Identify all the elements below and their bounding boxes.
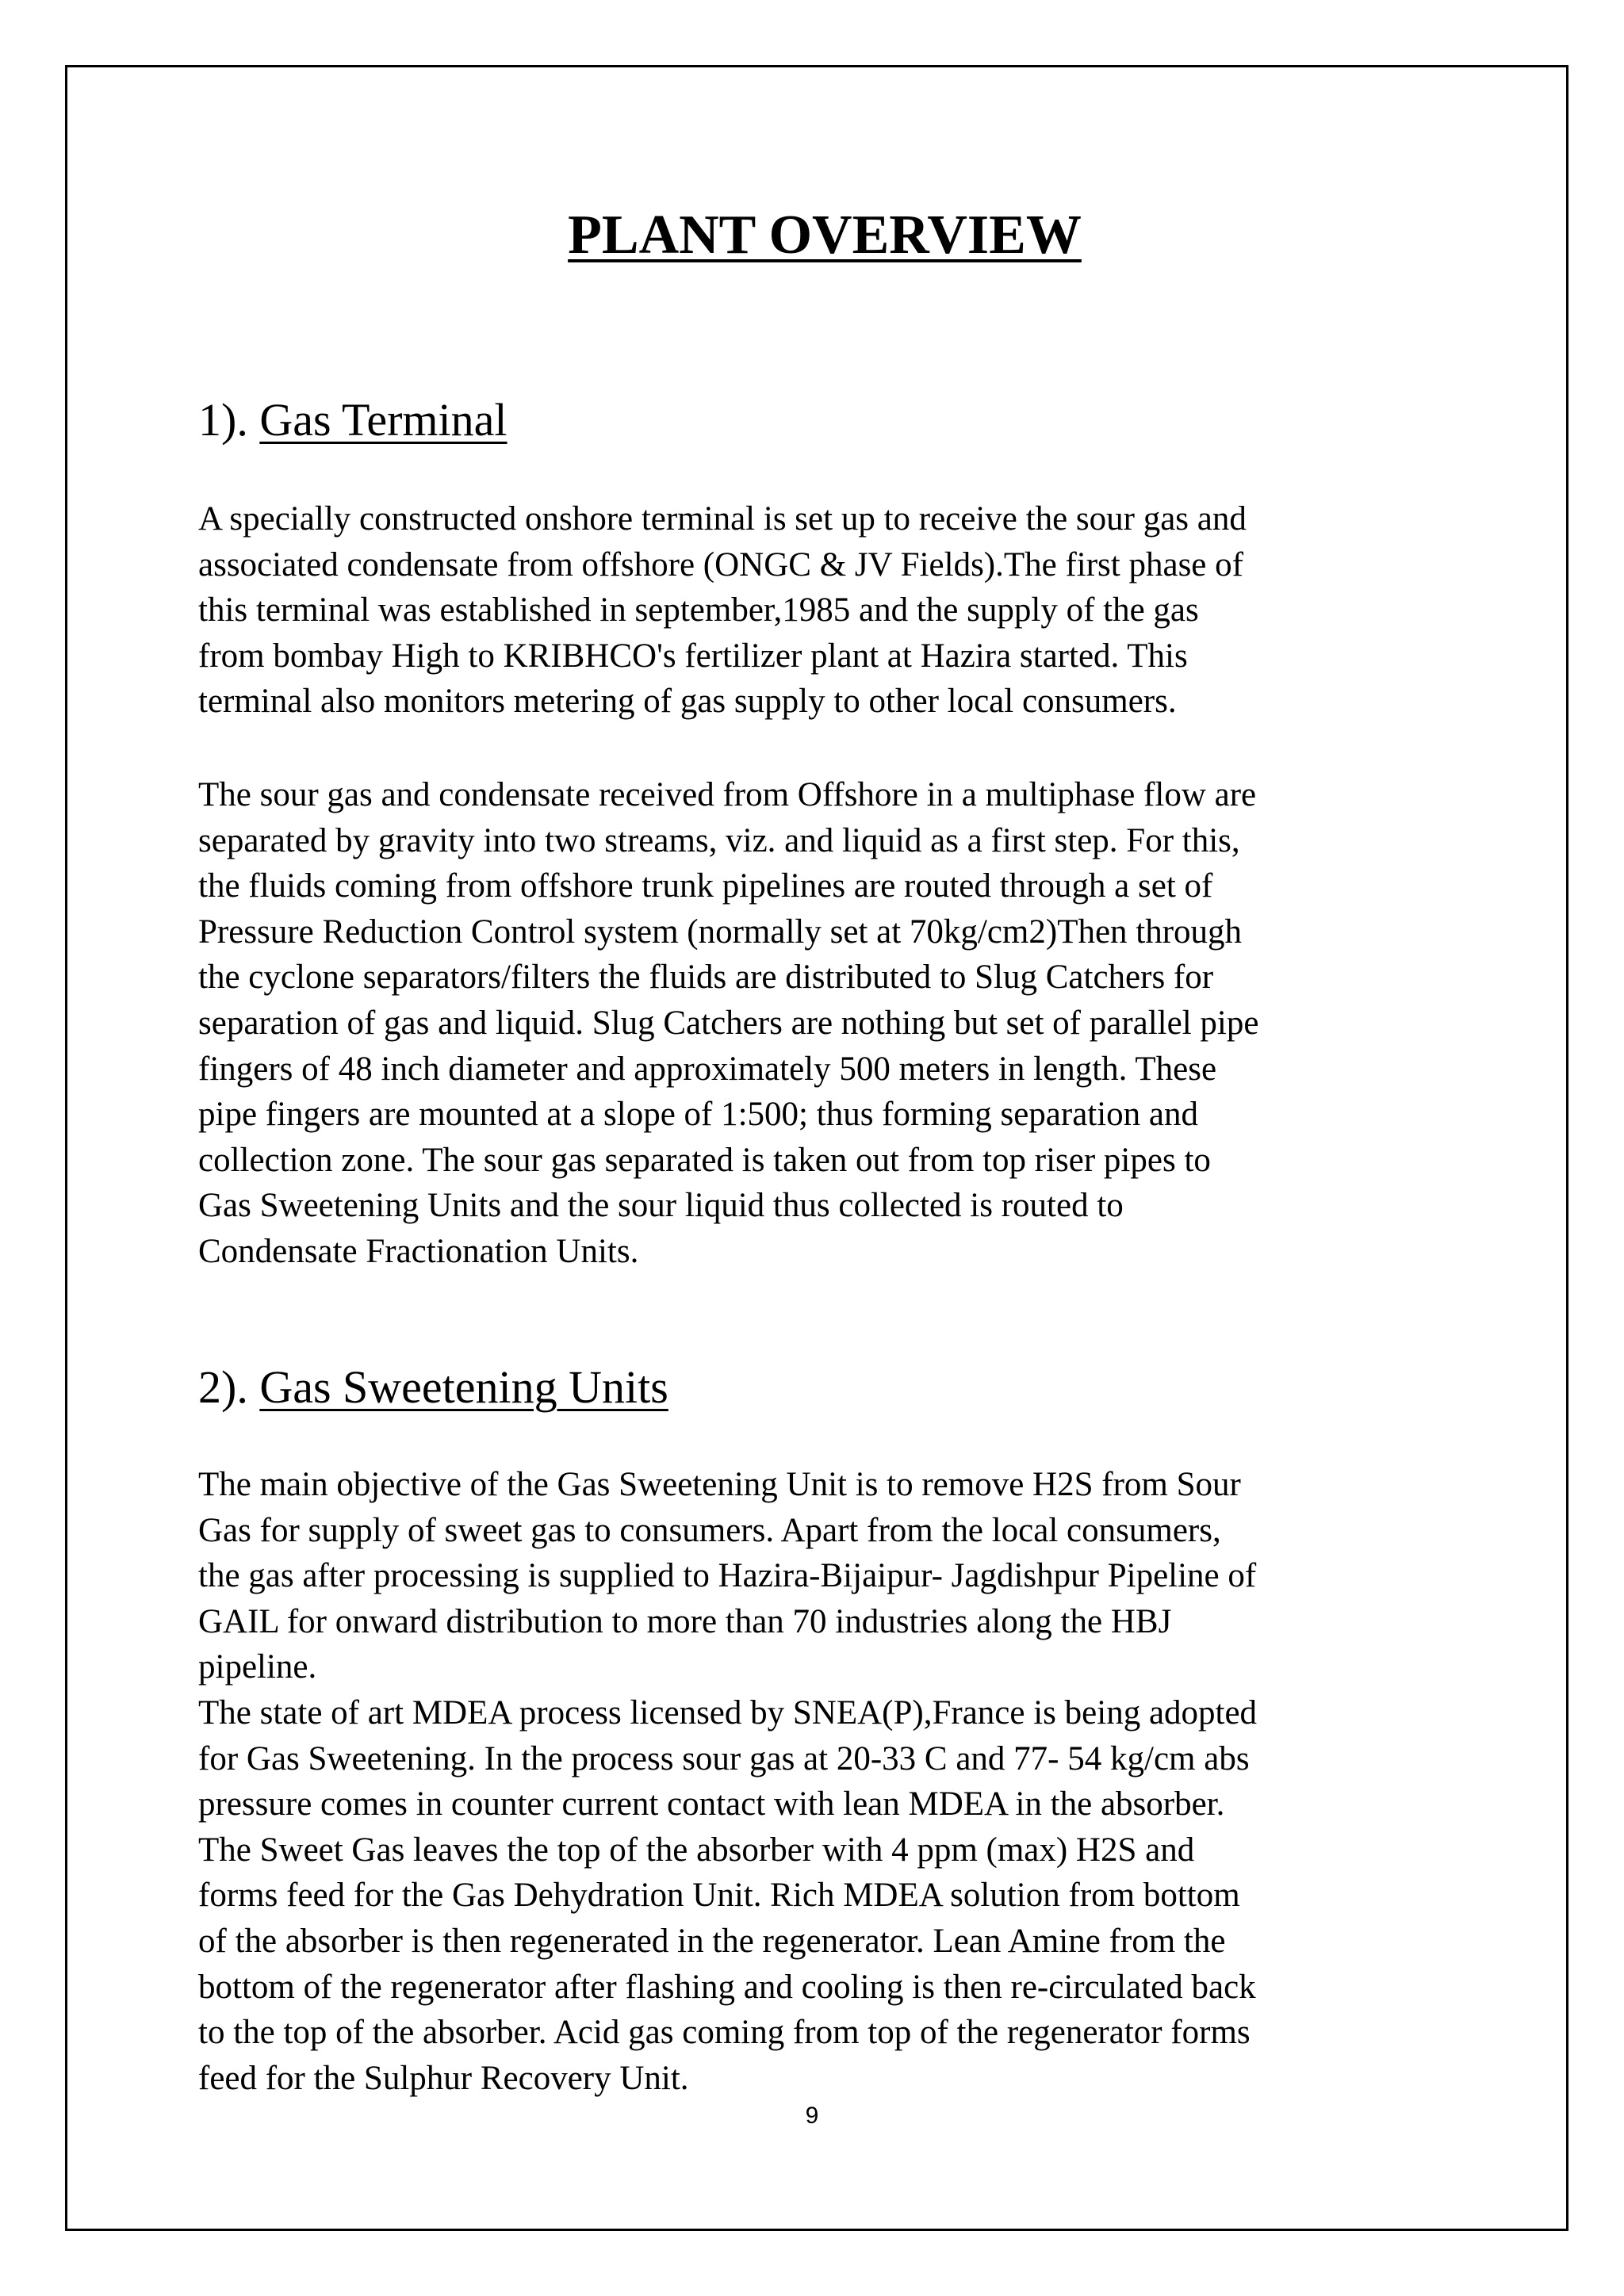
text-line: fingers of 48 inch diameter and approximately 500 meters in length. These bbox=[198, 1050, 1217, 1088]
text-line: of the absorber is then regenerated in the regenerator. Lean Amine from the bbox=[198, 1922, 1226, 1960]
section-heading-gas-sweetening-units bbox=[198, 1362, 668, 1413]
page-number: 9 bbox=[805, 2103, 819, 2129]
text-line: feed for the Sulphur Recovery Unit. bbox=[198, 2059, 689, 2097]
text-line: Condensate Fractionation Units. bbox=[198, 1232, 639, 1270]
text-line: The sour gas and condensate received from Offshore in a multiphase flow are bbox=[198, 776, 1257, 813]
text-line: associated condensate from offshore (ONGC & JV Fields).The first phase of bbox=[198, 545, 1243, 584]
paragraph bbox=[198, 496, 1451, 725]
text-line: collection zone. The sour gas separated is taken out from top riser pipes to bbox=[198, 1141, 1211, 1179]
paragraph bbox=[198, 1462, 1451, 2101]
text-line: A specially constructed onshore terminal is set up to receive the sour gas and bbox=[198, 500, 1247, 538]
text-line: forms feed for the Gas Dehydration Unit. Rich MDEA solution from bottom bbox=[198, 1877, 1240, 1915]
text-line: Pressure Reduction Control system (normally set at 70kg/cm2)Then through bbox=[198, 913, 1243, 951]
section-title: Gas Terminal bbox=[259, 394, 508, 446]
text-line: this terminal was established in september,1985 and the supply of the gas bbox=[198, 591, 1199, 629]
page-title: PLANT OVERVIEW bbox=[568, 205, 1082, 266]
text-line: separated by gravity into two streams, viz. and liquid as a first step. For this, bbox=[198, 821, 1240, 859]
text-line: The Sweet Gas leaves the top of the absorber with 4 ppm (max) H2S and bbox=[198, 1831, 1195, 1869]
text-line: the gas after processing is supplied to Hazira-Bijaipur- Jagdishpur Pipeline of bbox=[198, 1557, 1257, 1595]
section-heading-gas-terminal bbox=[198, 395, 508, 446]
text-line: GAIL for onward distribution to more than 70 industries along the HBJ bbox=[198, 1602, 1172, 1640]
text-line: to the top of the absorber. Acid gas coming from top of the regenerator forms bbox=[198, 2014, 1251, 2052]
text-line: pipeline. bbox=[198, 1648, 317, 1686]
section-title: Gas Sweetening Units bbox=[259, 1361, 668, 1413]
text-line: terminal also monitors metering of gas supply to other local consumers. bbox=[198, 683, 1177, 721]
text-line: for Gas Sweetening. In the process sour gas at 20-33 C and 77- 54 kg/cm abs bbox=[198, 1739, 1250, 1777]
section-number: 2). bbox=[198, 1361, 260, 1413]
section-number: 1). bbox=[198, 394, 260, 446]
text-line: from bombay High to KRIBHCO's fertilizer plant at Hazira started. This bbox=[198, 637, 1188, 675]
text-line: the cyclone separators/filters the fluids are distributed to Slug Catchers for bbox=[198, 959, 1214, 997]
text-line: The main objective of the Gas Sweetening Unit is to remove H2S from Sour bbox=[198, 1466, 1241, 1503]
text-line: The state of art MDEA process licensed by SNEA(P),France is being adopted bbox=[198, 1693, 1258, 1732]
text-line: separation of gas and liquid. Slug Catchers are nothing but set of parallel pipe bbox=[198, 1004, 1259, 1042]
page-content bbox=[198, 0, 1451, 2296]
text-line: pipe fingers are mounted at a slope of 1:500; thus forming separation and bbox=[198, 1096, 1199, 1134]
text-line: Gas Sweetening Units and the sour liquid thus collected is routed to bbox=[198, 1187, 1124, 1225]
paragraph bbox=[198, 772, 1451, 1275]
text-line: bottom of the regenerator after flashing and cooling is then re-circulated back bbox=[198, 1968, 1256, 2006]
text-line: Gas for supply of sweet gas to consumers. Apart from the local consumers, bbox=[198, 1511, 1221, 1549]
text-line: the fluids coming from offshore trunk pipelines are routed through a set of bbox=[198, 867, 1213, 905]
text-line: pressure comes in counter current contact with lean MDEA in the absorber. bbox=[198, 1785, 1225, 1823]
